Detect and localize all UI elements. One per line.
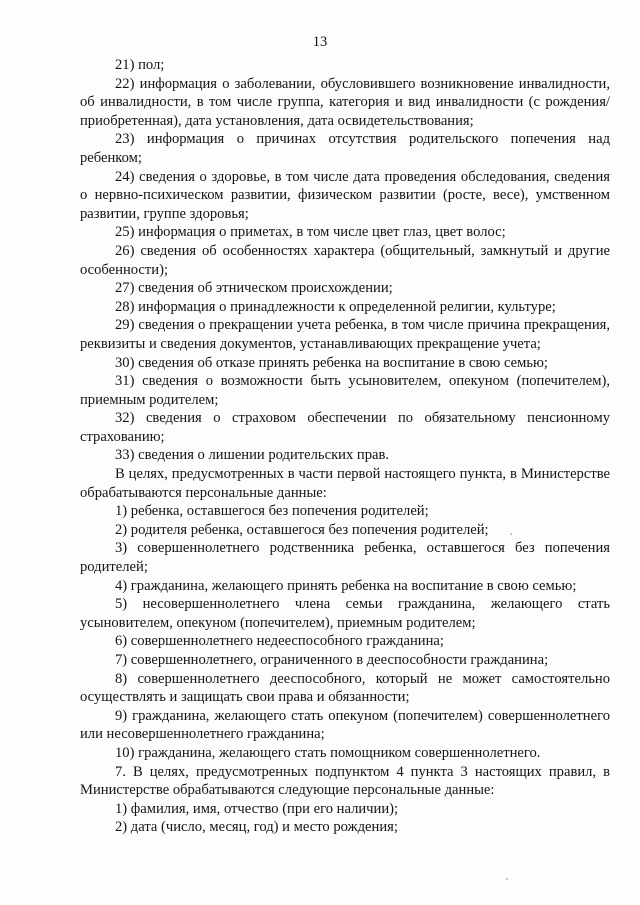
- subject-item-3: 3) совершеннолетнего родственника ребенка, оставшегося без попечения родителей;: [80, 540, 610, 576]
- subject-item-4: 4) гражданина, желающего принять ребенка на воспитание в свою семью;: [115, 577, 577, 594]
- subject-item-6: 6) совершеннолетнего недееспособного гражданина;: [115, 633, 444, 650]
- data-item-1: 1) фамилия, имя, отчество (при его наличии);: [115, 800, 399, 817]
- list-item-22: 22) информация о заболевании, обусловившего возникновение инвалидности, об инвалидности, в том числе группа, категория и вид инвалидности (с рождения/приобретенная), дата установления, дата освидетельствования;: [80, 75, 610, 129]
- intro-paragraph: В целях, предусмотренных в части первой настоящего пункта, в Министерстве обрабатываются персональные данные:: [80, 466, 610, 501]
- list-item-23: 23) информация о причинах отсутствия родительского попечения над ребенком;: [80, 131, 610, 166]
- subject-item-2: 2) родителя ребенка, оставшегося без попечения родителей;: [115, 521, 489, 538]
- list-item-21: 21) пол;: [115, 57, 165, 73]
- list-item-25: 25) информация о приметах, в том числе цвет глаз, цвет волос;: [115, 224, 506, 241]
- subject-item-9: 9) гражданина, желающего стать опекуном (попечителем) совершеннолетнего или несовершеннолетнего гражданина;: [80, 707, 610, 743]
- list-item-30: 30) сведения об отказе принять ребенка на воспитание в свою семью;: [115, 354, 548, 371]
- section-7-paragraph: 7. В целях, предусмотренных подпунктом 4 пункта 3 настоящих правил, в Министерстве обрабатываются следующие персональные данные:: [80, 763, 610, 799]
- list-item-28: 28) информация о принадлежности к определенной религии, культуре;: [115, 298, 556, 315]
- subject-item-8: 8) совершеннолетнего дееспособного, который не может самостоятельно осуществлять и защищать свои права и обязанности;: [80, 670, 610, 706]
- scan-speck: [510, 533, 512, 535]
- list-item-27: 27) сведения об этническом происхождении;: [115, 280, 393, 297]
- list-item-29: 29) сведения о прекращении учета ребенка, в том числе причина прекращения, реквизиты и сведения документов, устанавливающих прекращение учета;: [80, 317, 610, 352]
- data-item-2: 2) дата (число, месяц, год) и место рождения;: [115, 819, 398, 836]
- subject-item-7: 7) совершеннолетнего, ограниченного в дееспособности гражданина;: [115, 652, 549, 668]
- list-item-33: 33) сведения о лишении родительских прав.: [115, 447, 390, 464]
- subject-item-1: 1) ребенка, оставшегося без попечения родителей;: [115, 503, 429, 520]
- list-item-32: 32) сведения о страховом обеспечении по обязательному пенсионному страхованию;: [80, 410, 610, 445]
- list-item-31: 31) сведения о возможности быть усыновителем, опекуном (попечителем), приемным родителем;: [80, 373, 610, 408]
- list-item-26: 26) сведения об особенностях характера (общительный, замкнутый и другие особенности);: [80, 242, 610, 278]
- subject-item-5: 5) несовершеннолетнего члена семьи гражданина, желающего стать усыновителем, опекуном (попечителем), приемным родителем;: [80, 596, 610, 631]
- subject-item-10: 10) гражданина, желающего стать помощником совершеннолетнего.: [115, 744, 541, 761]
- page-number: 13: [312, 34, 328, 50]
- list-item-24: 24) сведения о здоровье, в том числе дата проведения обследования, сведения о нервно-психическом развитии, физическом развитии (росте, весе), умственном развитии, группе здоровья;: [80, 168, 610, 222]
- document-body: [80, 56, 610, 837]
- scan-speck: [506, 878, 508, 880]
